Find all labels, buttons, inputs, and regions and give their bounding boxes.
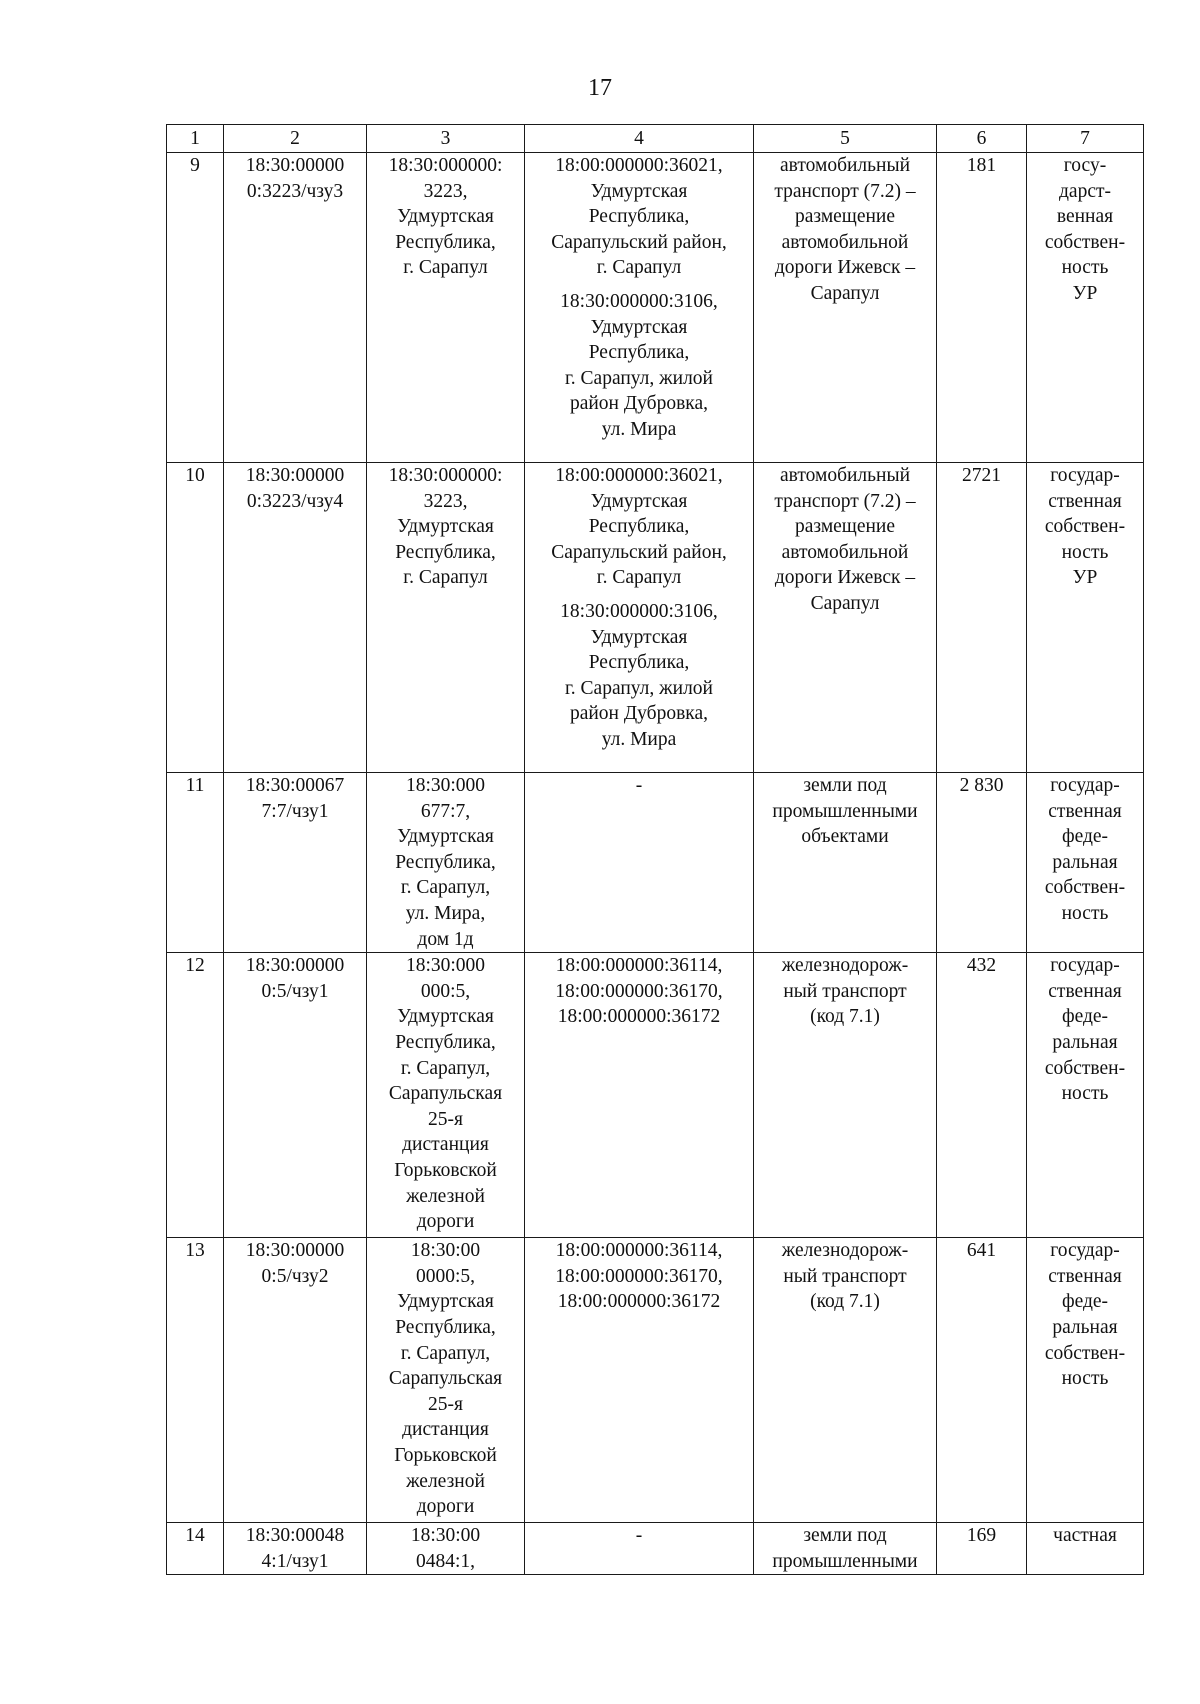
parent-plot-address-line: Удмуртская [397,1006,494,1028]
parent-plot-address-line: 18:30:00 [410,1240,481,1262]
related-plot-line: Сарапульский район, [551,541,727,563]
related-plot-line: 18:00:000000:36172 [557,1006,721,1028]
related-plot-line: район Дубровка, [569,393,709,415]
related-plot-line: Удмуртская [590,490,688,512]
table-body [167,153,1144,1575]
row-number-cell: 9 [167,153,224,463]
related-plot-line: 18:30:000000:3106, [560,290,718,312]
parent-plot-address-line: дистанция [402,1419,489,1441]
ownership-line: ность [1061,902,1109,924]
parent-plot-address-line: 3223, [423,490,468,512]
area-cell: 2721 [937,463,1027,773]
parent-plot-address-line: 18:30:000 [405,775,486,796]
permitted-use-line: дороги Ижевск – [774,257,916,279]
parent-plot-address-line: 000:5, [420,980,471,1002]
column-header: 4 [525,125,754,153]
cadastral-part-number-line: 0:3223/чзу4 [246,490,344,512]
ownership-line: УР [1072,567,1098,589]
cadastral-part-number-line: 0:5/чзу2 [261,1265,329,1287]
parent-plot-address-line: г. Сарапул [403,567,488,589]
table-row [167,773,1144,953]
parent-plot-address-line: 25-я [428,1393,463,1415]
table-row [167,1523,1144,1575]
related-plot-block [528,599,750,753]
cadastral-part-number-line: 18:30:00000 [245,155,345,176]
related-plot-line: 18:00:000000:36021, [555,155,723,176]
parent-plot-address-line: 25-я [428,1108,463,1130]
parent-plot-address-line: 677:7, [420,800,471,822]
ownership-line: государ- [1050,1240,1120,1262]
parent-plot-address-cell [367,1523,525,1575]
parent-plot-address-line: 18:30:00 [410,1525,481,1547]
related-plot-line: Республика, [588,652,690,674]
related-plot-line: район Дубровка, [569,703,709,725]
related-plots-cell [525,1238,754,1523]
permitted-use-line: Сарапул [810,592,880,614]
parent-plot-address-line: 18:30:000 [405,955,486,977]
parent-plot-address-cell [367,953,525,1238]
parent-plot-address-line: Республика, [395,1316,496,1338]
permitted-use-line: железнодорож- [781,1240,909,1262]
parent-plot-address-line: Республика, [395,851,496,873]
row-number-cell: 11 [167,773,224,953]
related-plot-line: г. Сарапул, жилой [565,677,713,699]
parent-plot-address-line: Горьковской [394,1444,497,1466]
ownership-cell [1027,463,1144,773]
ownership-cell [1027,1238,1144,1523]
related-plot-line: 18:00:000000:36170, [555,1265,723,1287]
ownership-line: собствен- [1044,231,1126,253]
ownership-line: ственная [1048,1265,1122,1287]
permitted-use-line: ный транспорт [783,1265,907,1287]
parent-plot-address-cell [367,773,525,953]
parent-plot-address-cell [367,153,525,463]
row-number-cell: 10 [167,463,224,773]
permitted-use-line: земли под [803,1525,887,1547]
land-plots-table [166,124,1144,1575]
parent-plot-address-line: дороги [416,1211,475,1233]
related-plots-cell [525,953,754,1238]
row-number-cell: 13 [167,1238,224,1523]
cadastral-part-number-cell [224,953,367,1238]
related-plot-line: - [635,1525,643,1547]
cadastral-part-number-line: 18:30:00067 [245,775,345,796]
ownership-line: феде- [1061,1291,1109,1313]
permitted-use-cell [754,773,937,953]
cadastral-part-number-line: 18:30:00000 [245,465,345,486]
permitted-use-line: железнодорож- [781,955,909,977]
ownership-line: ность [1061,1368,1109,1390]
related-plot-line: 18:00:000000:36172 [557,1291,721,1313]
column-header: 6 [937,125,1027,153]
permitted-use-cell [754,463,937,773]
related-plots-cell [525,153,754,463]
ownership-line: ность [1061,541,1109,563]
cadastral-part-number-line: 18:30:00000 [245,1240,345,1262]
ownership-cell [1027,1523,1144,1575]
related-plot-line: г. Сарапул [596,257,682,279]
column-header: 7 [1027,125,1144,153]
related-plot-line: 18:00:000000:36114, [555,955,723,977]
ownership-line: госу- [1063,155,1107,176]
ownership-line: ральная [1052,851,1118,873]
cadastral-part-number-line: 18:30:00048 [245,1525,345,1547]
permitted-use-line: размещение [794,516,896,538]
cadastral-part-number-line: 0:5/чзу1 [261,980,329,1002]
ownership-line: государ- [1050,465,1120,486]
ownership-line: венная [1056,206,1114,228]
parent-plot-address-line: 0000:5, [415,1265,476,1287]
cadastral-part-number-cell [224,1523,367,1575]
column-header: 2 [224,125,367,153]
row-number-cell: 14 [167,1523,224,1575]
permitted-use-line: автомобильной [781,541,909,563]
parent-plot-address-line: г. Сарапул [403,257,488,279]
parent-plot-address-line: г. Сарапул, [400,1057,491,1079]
ownership-line: ность [1061,1083,1109,1105]
parent-plot-address-cell [367,1238,525,1523]
permitted-use-line: Сарапул [810,282,880,304]
related-plot-line: Республика, [588,206,690,228]
related-plot-line: Республика, [588,342,690,364]
cadastral-part-number-cell [224,773,367,953]
related-plot-block [528,463,750,591]
related-plots-cell [525,1523,754,1575]
cadastral-part-number-line: 0:3223/чзу3 [246,180,344,202]
parent-plot-address-line: дороги [416,1496,475,1518]
permitted-use-line: промышленными [772,1550,918,1572]
related-plots-cell [525,773,754,953]
parent-plot-address-line: 18:30:000000: [388,155,503,176]
parent-plot-address-line: Горьковской [394,1159,497,1181]
column-number-header-row [167,125,1144,153]
parent-plot-address-line: Удмуртская [397,206,494,228]
permitted-use-cell [754,1523,937,1575]
area-cell: 2 830 [937,773,1027,953]
ownership-line: собствен- [1044,877,1126,899]
row-number-cell: 12 [167,953,224,1238]
parent-plot-address-line: Сарапульская [388,1083,503,1105]
related-plot-line: 18:00:000000:36114, [555,1240,723,1262]
parent-plot-address-line: г. Сарапул, [400,877,491,899]
permitted-use-line: автомобильный [779,465,911,486]
ownership-line: ральная [1052,1031,1118,1053]
parent-plot-address-line: Сарапульская [388,1368,503,1390]
permitted-use-cell [754,1238,937,1523]
related-plot-line: г. Сарапул [596,567,682,589]
related-plot-line: Удмуртская [590,316,688,338]
parent-plot-address-line: г. Сарапул, [400,1342,491,1364]
parent-plot-address-line: 18:30:000000: [388,465,503,486]
related-plot-line: ул. Мира [601,728,677,750]
cadastral-part-number-cell [224,153,367,463]
permitted-use-line: (код 7.1) [810,1291,880,1313]
column-header: 1 [167,125,224,153]
permitted-use-line: автомобильный [779,155,911,176]
column-header: 5 [754,125,937,153]
column-header: 3 [367,125,525,153]
permitted-use-line: транспорт (7.2) – [774,180,916,202]
ownership-line: ственная [1048,490,1122,512]
related-plots-cell [525,463,754,773]
related-plot-line: 18:00:000000:36021, [555,465,723,486]
related-plot-block [528,153,750,281]
ownership-line: ственная [1048,980,1122,1002]
permitted-use-line: ный транспорт [783,980,907,1002]
related-plot-line: 18:30:000000:3106, [560,600,718,622]
permitted-use-cell [754,153,937,463]
related-plot-line: Сарапульский район, [551,231,727,253]
area-cell: 181 [937,153,1027,463]
ownership-line: ральная [1052,1316,1118,1338]
cadastral-part-number-line: 4:1/чзу1 [261,1550,329,1572]
permitted-use-cell [754,953,937,1238]
cadastral-part-number-cell [224,463,367,773]
parent-plot-address-line: дом 1д [417,928,474,950]
ownership-line: собствен- [1044,1057,1126,1079]
ownership-line: феде- [1061,1006,1109,1028]
related-plot-block [528,1523,750,1549]
related-plot-block [528,773,750,799]
parent-plot-address-line: ул. Мира, [405,902,486,924]
ownership-line: собствен- [1044,516,1126,538]
related-plot-block [528,953,750,1030]
related-plot-line: Республика, [588,516,690,538]
ownership-line: частная [1053,1525,1117,1547]
parent-plot-address-line: Удмуртская [397,1291,494,1313]
related-plot-block [528,1238,750,1315]
parent-plot-address-line: железной [406,1470,485,1492]
ownership-line: ность [1061,257,1109,279]
parent-plot-address-cell [367,463,525,773]
parent-plot-address-line: Республика, [395,1031,496,1053]
ownership-line: ственная [1048,800,1122,822]
ownership-line: государ- [1050,775,1120,796]
page-number: 17 [588,75,612,101]
parent-plot-address-line: железной [406,1185,485,1207]
ownership-line: УР [1072,282,1098,304]
parent-plot-address-line: Республика, [395,231,496,253]
area-cell: 169 [937,1523,1027,1575]
table-row [167,1238,1144,1523]
parent-plot-address-line: Республика, [395,541,496,563]
related-plot-line: 18:00:000000:36170, [555,980,723,1002]
permitted-use-line: транспорт (7.2) – [774,490,916,512]
permitted-use-line: дороги Ижевск – [774,567,916,589]
ownership-cell [1027,953,1144,1238]
parent-plot-address-line: Удмуртская [397,516,494,538]
table-row [167,953,1144,1238]
related-plot-line: Удмуртская [590,626,688,648]
permitted-use-line: автомобильной [781,231,909,253]
cadastral-part-number-cell [224,1238,367,1523]
related-plot-block [528,289,750,443]
table-row [167,463,1144,773]
ownership-line: собствен- [1044,1342,1126,1364]
permitted-use-line: земли под [803,775,887,796]
permitted-use-line: (код 7.1) [810,1006,880,1028]
area-cell: 432 [937,953,1027,1238]
related-plot-line: Удмуртская [590,180,688,202]
permitted-use-line: объектами [801,826,889,848]
area-cell: 641 [937,1238,1027,1523]
ownership-line: дарст- [1059,180,1111,202]
cadastral-part-number-line: 7:7/чзу1 [261,800,329,822]
related-plot-line: г. Сарапул, жилой [565,367,713,389]
permitted-use-line: промышленными [772,800,918,822]
related-plot-line: ул. Мира [601,418,677,440]
ownership-cell [1027,153,1144,463]
parent-plot-address-line: 0484:1, [415,1550,476,1572]
cadastral-part-number-line: 18:30:00000 [245,955,345,977]
ownership-line: феде- [1061,826,1109,848]
ownership-line: государ- [1050,955,1120,977]
ownership-cell [1027,773,1144,953]
table-row [167,153,1144,463]
permitted-use-line: размещение [794,206,896,228]
parent-plot-address-line: 3223, [423,180,468,202]
parent-plot-address-line: дистанция [402,1134,489,1156]
related-plot-line: - [635,775,643,796]
parent-plot-address-line: Удмуртская [397,826,494,848]
